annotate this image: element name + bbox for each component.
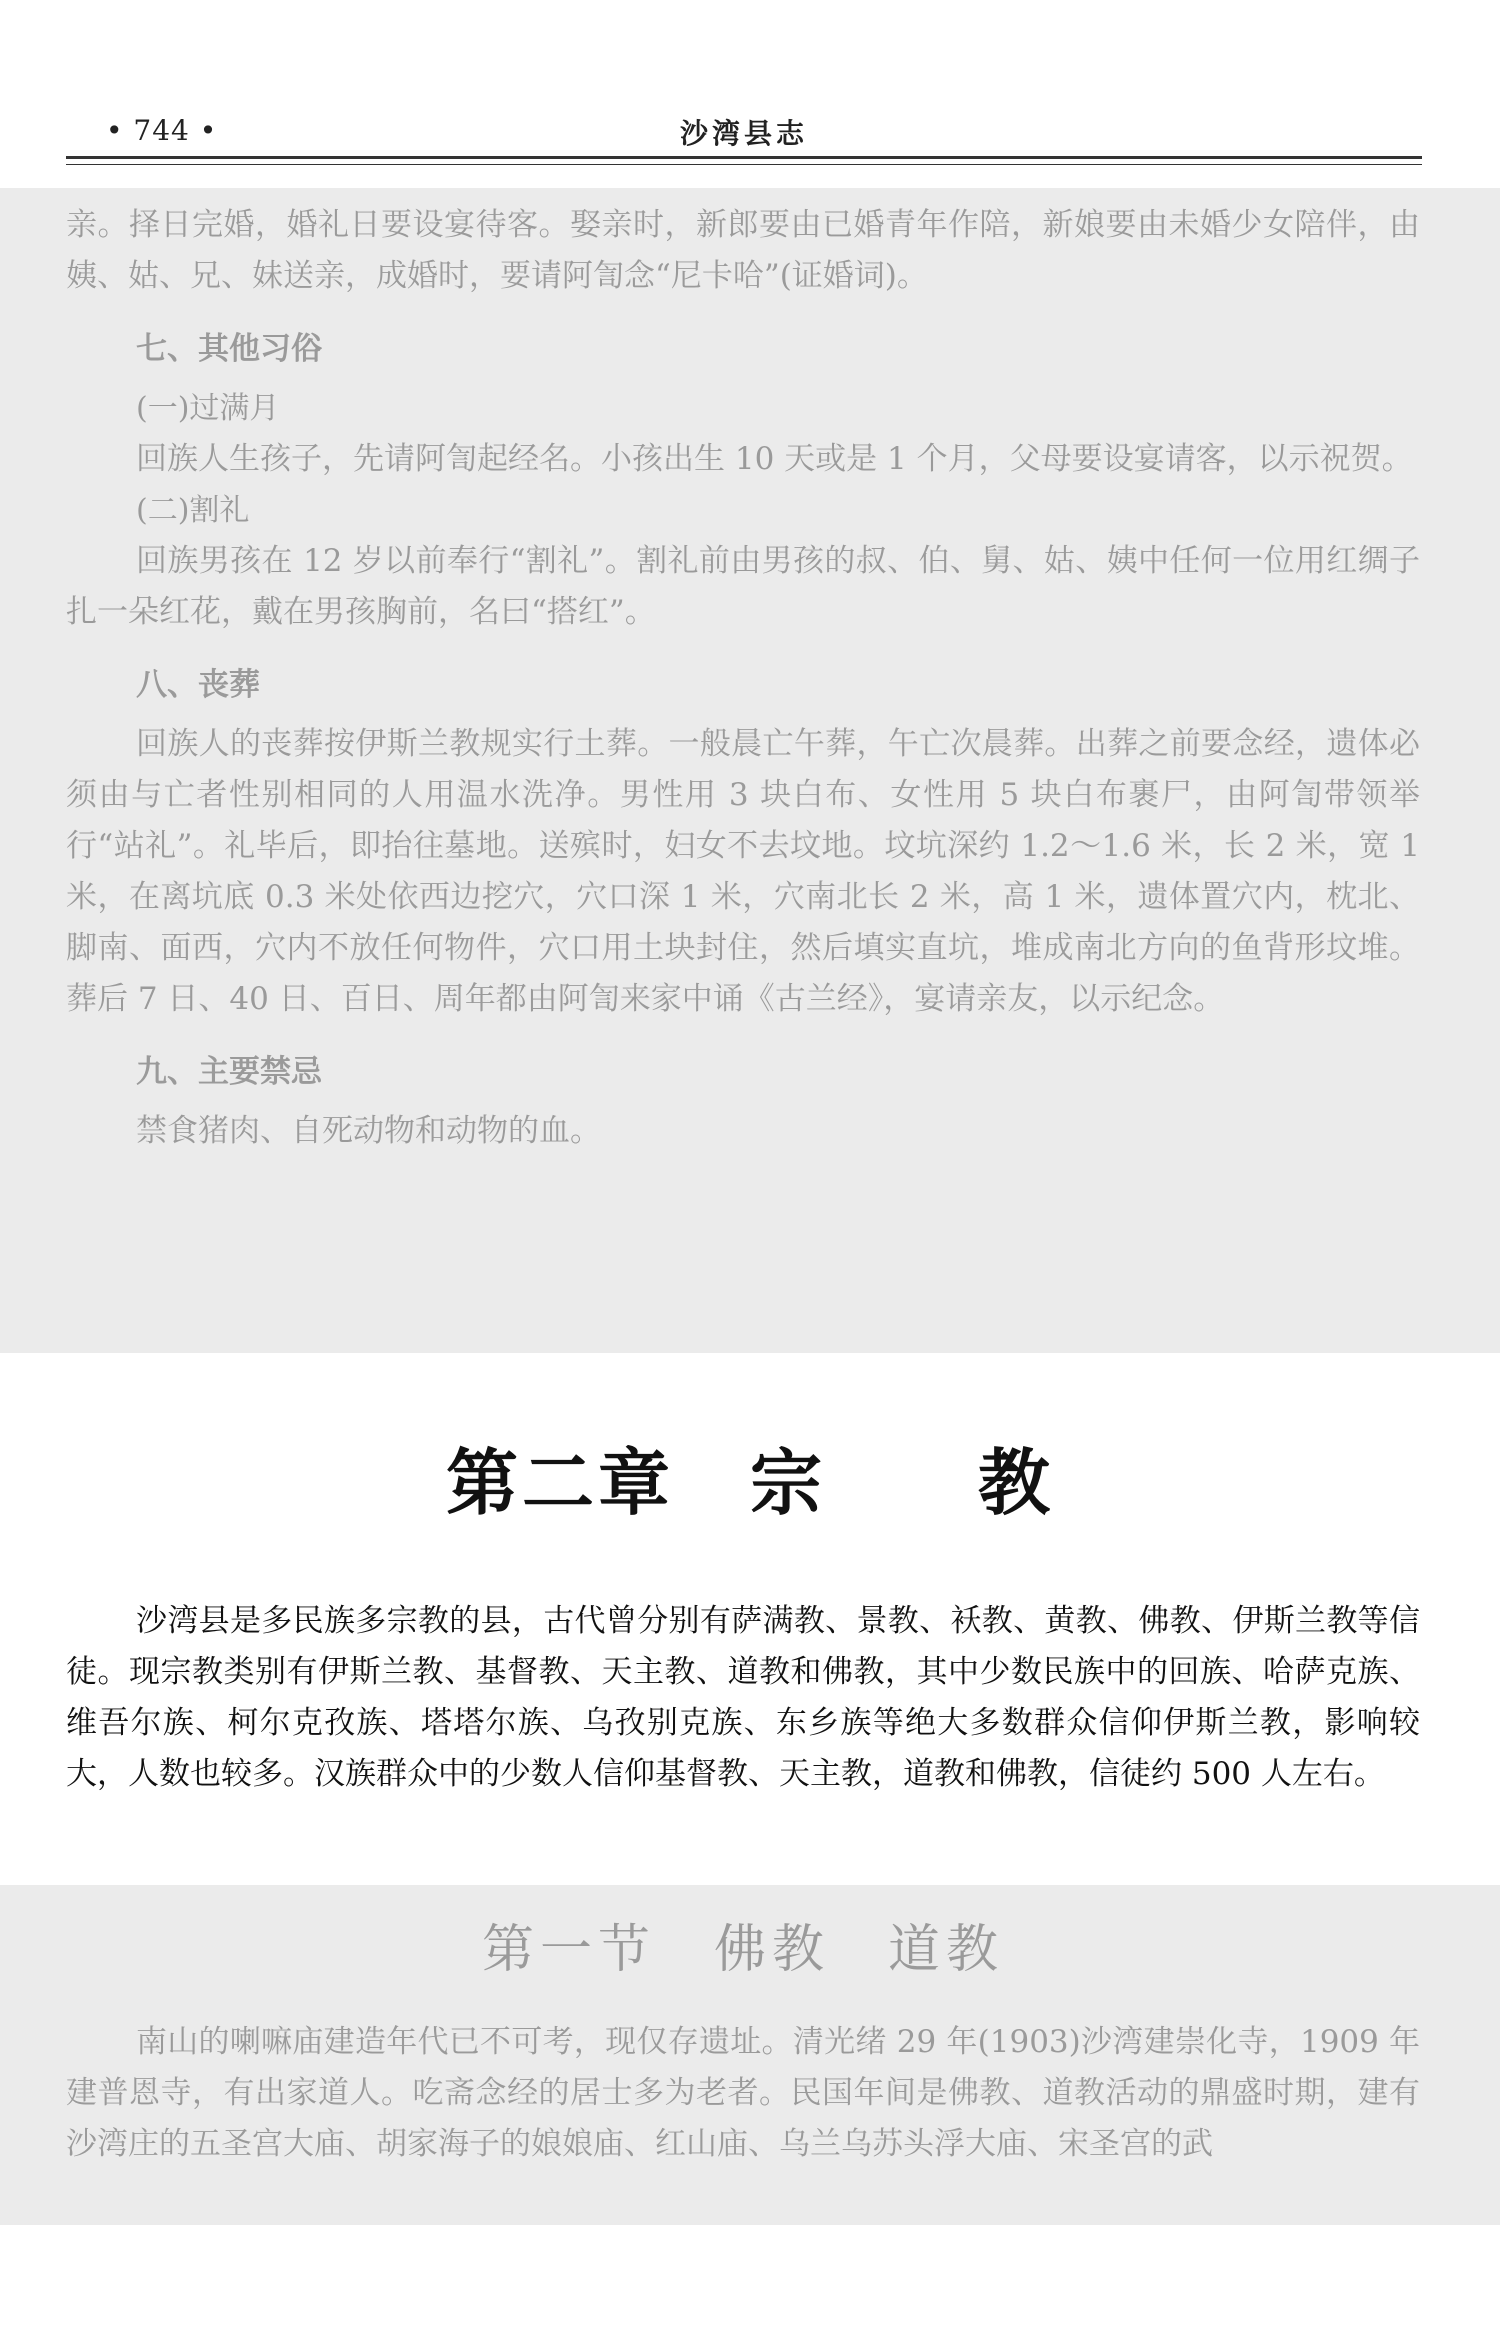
page-header xyxy=(66,108,1422,158)
section-buddhism-taoism xyxy=(0,1885,1500,2225)
section-paragraph: 南山的喇嘛庙建造年代已不可考，现仅存遗址。清光绪 29 年(1903)沙湾建崇化寺，1909 年建普恩寺，有出家道人。吃斋念经的居士多为老者。民国年间是佛教、道教活动的鼎盛时期，建有沙湾庄的五圣宫大庙、胡家海子的娘娘庙、红山庙、乌兰乌苏头浮大庙、宋圣宫的武 xyxy=(66,2024,1420,2162)
heading-funeral: 八、丧葬 xyxy=(136,667,260,703)
header-rule-thick xyxy=(66,156,1422,159)
subheading-full-month: (一)过满月 xyxy=(136,391,280,426)
page-number: • 744 • xyxy=(106,114,218,147)
funeral-paragraph: 回族人的丧葬按伊斯兰教规实行土葬。一般晨亡午葬，午亡次晨葬。出葬之前要念经，遗体必须由与亡者性别相同的人用温水洗净。男性用 3 块白布、女性用 5 块白布裹尸，由阿訇带领举行“站礼”。礼毕后，即抬往墓地。送殡时，妇女不去坟地。坟坑深约 1.2～1.6 米，长 2 米，宽 1 米，在离坑底 0.3 米处依西边挖穴，穴口深 1 米，穴南北长 2 米，高 1 米，遗体置穴内，枕北、脚南、面西，穴内不放任何物件，穴口用土块封住，然后填实直坑，堆成南北方向的鱼背形坟堆。葬后 7 日、40 日、百日、周年都由阿訇来家中诵《古兰经》，宴请亲友，以示纪念。 xyxy=(66,726,1420,1017)
chapter-intro xyxy=(66,1596,1420,1800)
heading-taboos: 九、主要禁忌 xyxy=(136,1054,322,1090)
taboos-paragraph: 禁食猪肉、自死动物和动物的血。 xyxy=(136,1113,601,1149)
chapter-intro-paragraph: 沙湾县是多民族多宗教的县，古代曾分别有萨满教、景教、袄教、黄教、佛教、伊斯兰教等信徒。现宗教类别有伊斯兰教、基督教、天主教、道教和佛教，其中少数民族中的回族、哈萨克族、维吾尔族、柯尔克孜族、塔塔尔族、乌孜别克族、东乡族等绝大多数群众信仰伊斯兰教，影响较大，人数也较多。汉族群众中的少数人信仰基督教、天主教，道教和佛教，信徒约 500 人左右。 xyxy=(66,1603,1420,1792)
subheading-circumcision: (二)割礼 xyxy=(136,493,250,528)
chapter-title: 第二章 宗 教 xyxy=(445,1441,1054,1525)
heading-other-customs: 七、其他习俗 xyxy=(136,331,322,367)
customs-section xyxy=(0,188,1500,1353)
continuation-paragraph: 亲。择日完婚，婚礼日要设宴待客。娶亲时，新郎要由已婚青年作陪，新娘要由未婚少女陪伴，由姨、姑、兄、妹送亲，成婚时，要请阿訇念“尼卡哈”(证婚词)。 xyxy=(66,207,1420,294)
full-month-paragraph: 回族人生孩子，先请阿訇起经名。小孩出生 10 天或是 1 个月，父母要设宴请客，以示祝贺。 xyxy=(136,441,1413,477)
section-title: 第一节 佛教 道教 xyxy=(481,1920,1004,1980)
header-rule-thin xyxy=(66,164,1422,165)
running-title: 沙湾县志 xyxy=(679,117,808,150)
circumcision-paragraph: 回族男孩在 12 岁以前奉行“割礼”。割礼前由男孩的叔、伯、舅、姑、姨中任何一位用红绸子扎一朵红花，戴在男孩胸前，名曰“搭红”。 xyxy=(66,543,1420,630)
